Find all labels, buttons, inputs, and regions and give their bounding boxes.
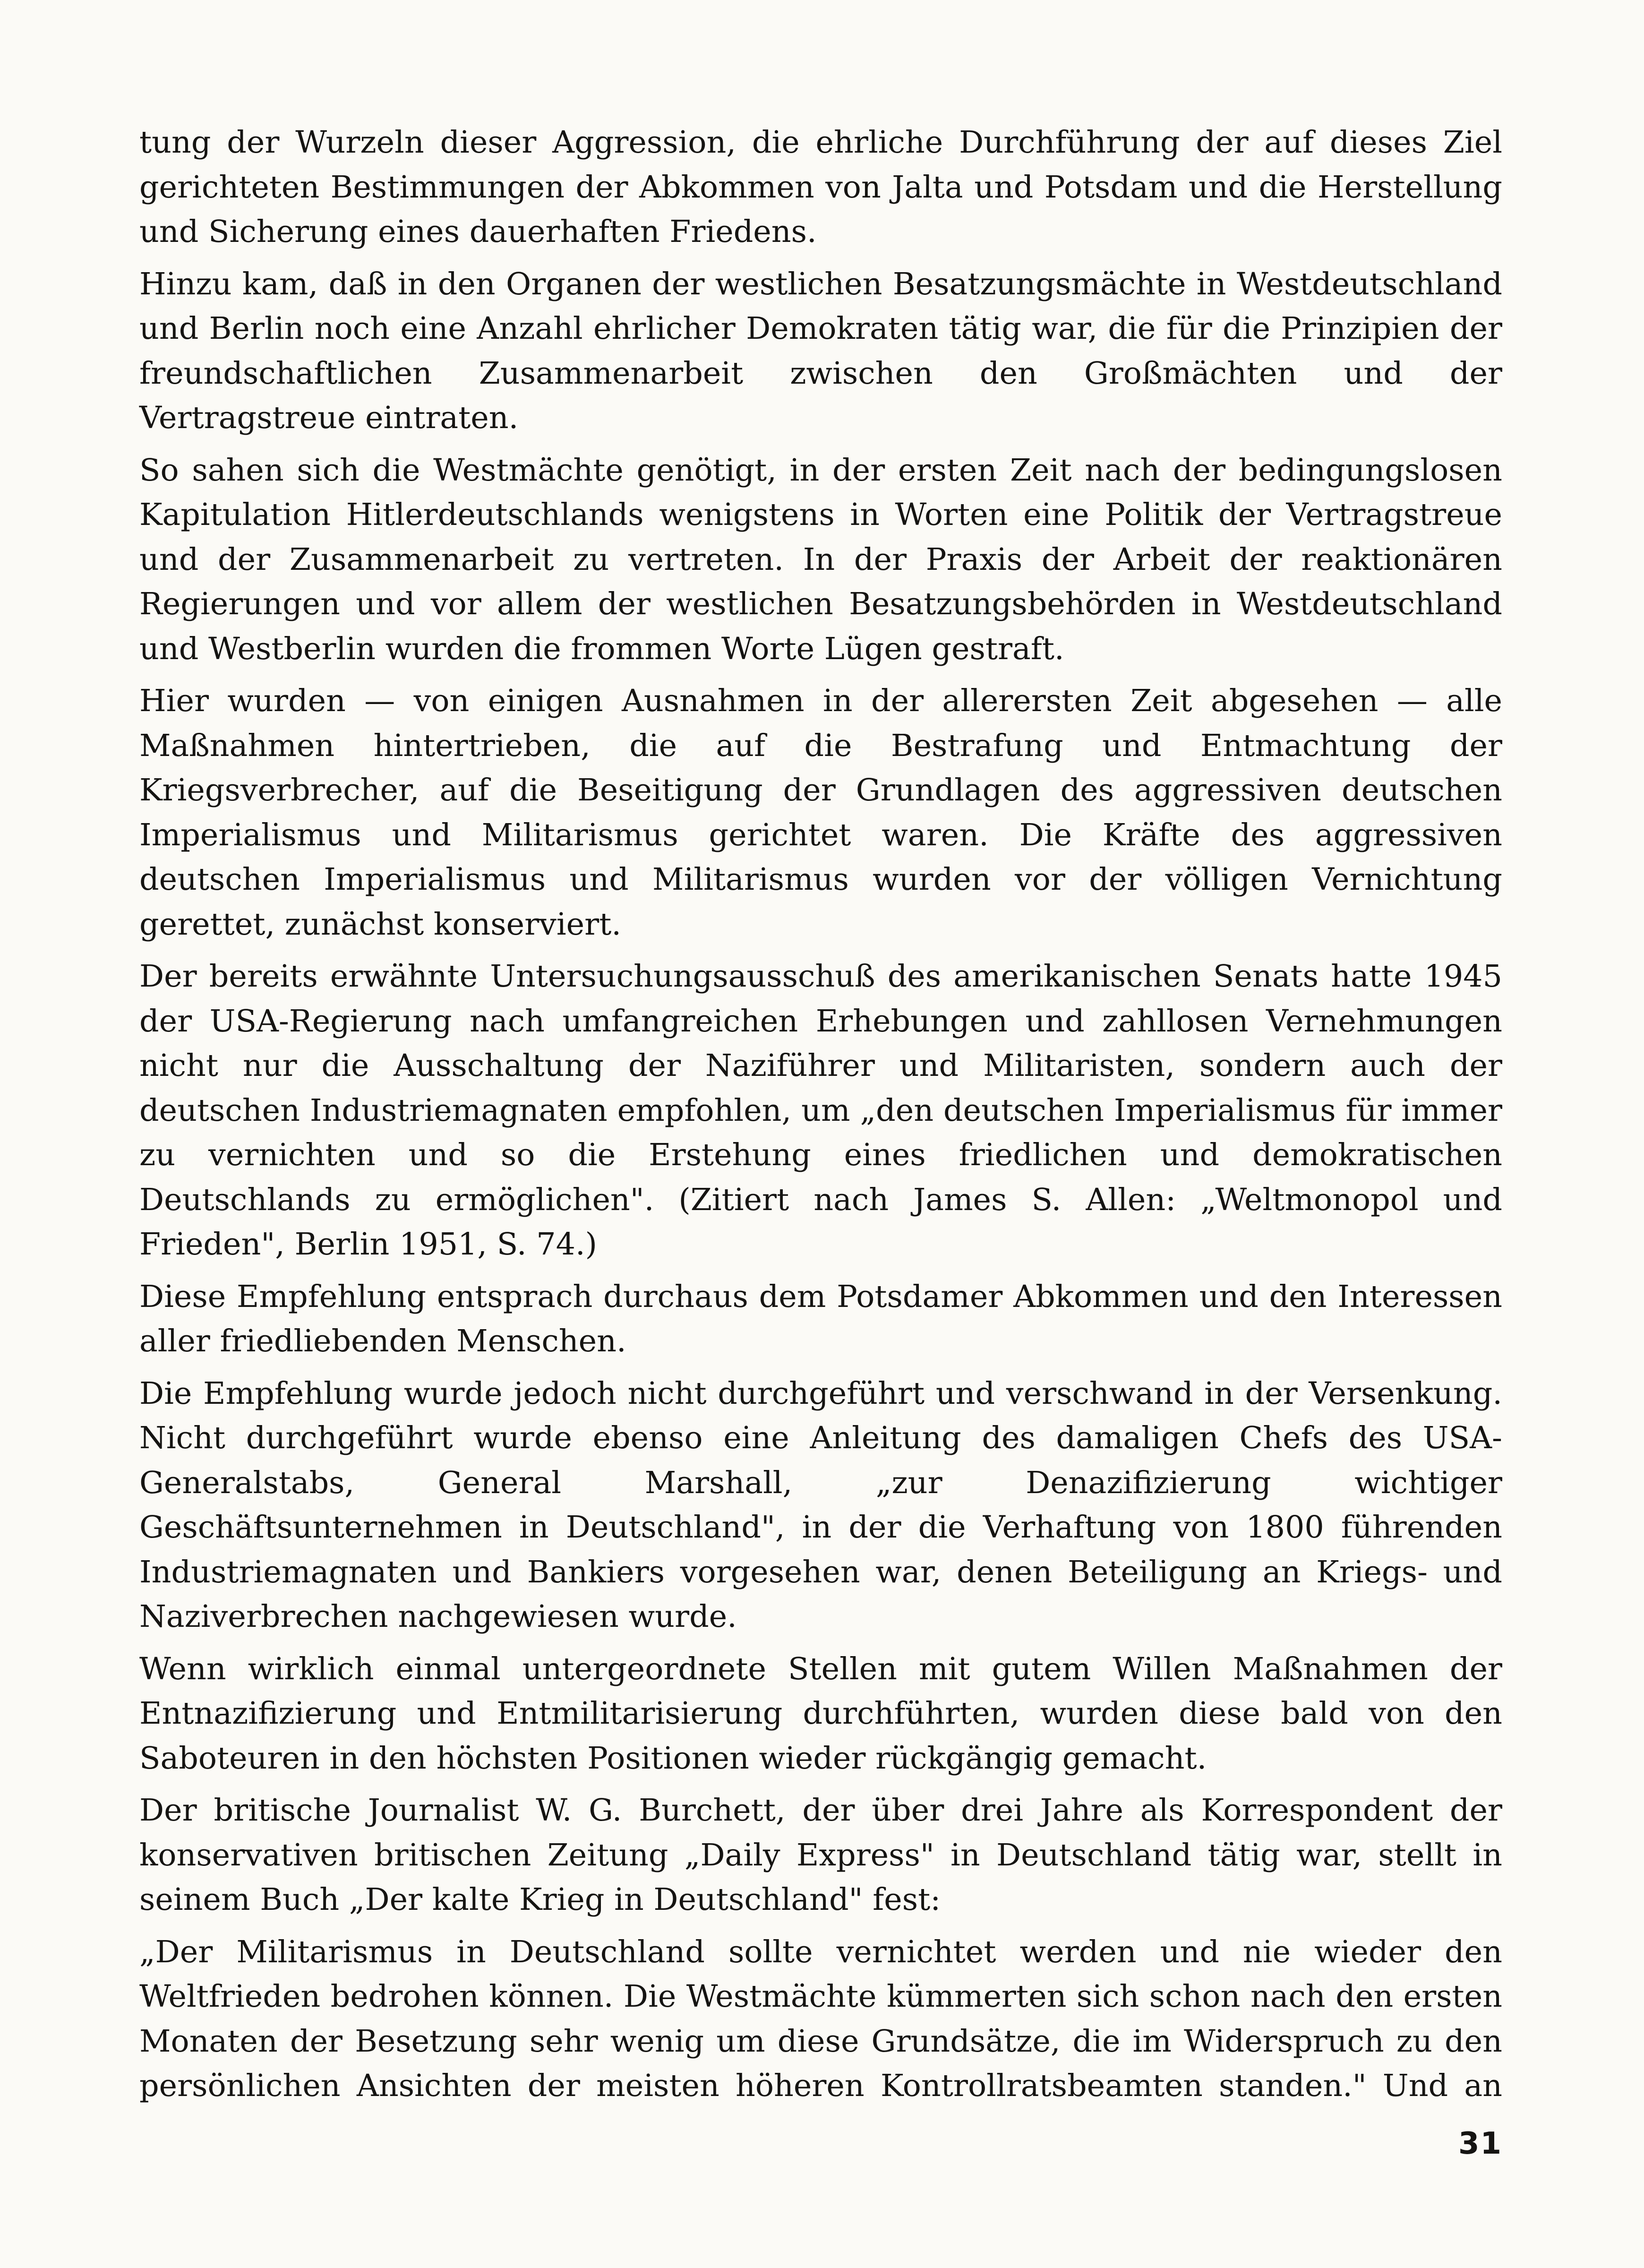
paragraph: So sahen sich die Westmächte genötigt, in der ersten Zeit nach der bedingungslosen Kapitulation Hitlerdeutschlands wenigstens in Worten eine Politik der Vertragstreue und der Zusammenarbeit zu vertreten. In der Praxis der Arbeit der reaktionären Regierungen und vor allem der westlichen Besatzungsbehörden in Westdeutschland und Westberlin wurden die frommen Worte Lügen gestraft.: [139, 452, 1502, 667]
paragraph: Der bereits erwähnte Untersuchungsausschuß des amerikanischen Senats hatte 1945 der USA-Regierung nach umfangreichen Erhebungen und zahllosen Vernehmungen nicht nur die Ausschaltung der Naziführer und Militaristen, sondern auch der deutschen Industriemagnaten empfohlen, um „den deutschen Imperialismus für immer zu vernichten und so die Erstehung eines friedlichen und demokratischen Deutschlands zu ermöglichen". (Zitiert nach James S. Allen: „Weltmonopol und Frieden", Berlin 1951, S. 74.): [139, 959, 1502, 1262]
page-number: 31: [1458, 2126, 1502, 2161]
paragraph: „Der Militarismus in Deutschland sollte vernichtet werden und nie wieder den Weltfrieden bedrohen können. Die Westmächte kümmerten sich schon nach den ersten Monaten der Besetzung sehr wenig um diese Grundsätze, die im Widerspruch zu den persönlichen Ansichten der meisten höheren Kontrollratsbeamten standen." Und an: [139, 1934, 1502, 2104]
paragraph: Hier wurden — von einigen Ausnahmen in der allerersten Zeit abgesehen — alle Maßnahmen hintertrieben, die auf die Bestrafung und Entmachtung der Kriegsverbrecher, auf die Beseitigung der Grundlagen des aggressiven deutschen Imperialismus und Militarismus gerichtet waren. Die Kräfte des aggressiven deutschen Imperialismus und Militarismus wurden vor der völligen Vernichtung gerettet, zunächst konserviert.: [139, 683, 1502, 942]
paragraph: Diese Empfehlung entsprach durchaus dem Potsdamer Abkommen und den Interessen aller friedliebenden Menschen.: [139, 1279, 1502, 1359]
paragraph: Der britische Journalist W. G. Burchett, der über drei Jahre als Korrespondent der konservativen britischen Zeitung „Daily Express" in Deutschland tätig war, stellt in seinem Buch „Der kalte Krieg in Deutschland" fest:: [139, 1793, 1502, 1917]
paragraph: Wenn wirklich einmal untergeordnete Stellen mit gutem Willen Maßnahmen der Entnazifizierung und Entmilitarisierung durchführten, wurden diese bald von den Saboteuren in den höchsten Positionen wieder rückgängig gemacht.: [139, 1651, 1502, 1776]
paragraph: Hinzu kam, daß in den Organen der westlichen Besatzungsmächte in Westdeutschland und Berlin noch eine Anzahl ehrlicher Demokraten tätig war, die für die Prinzipien der freundschaftlichen Zusammenarbeit zwischen den Großmächten und der Vertragstreue eintraten.: [139, 266, 1502, 436]
paragraph: Die Empfehlung wurde jedoch nicht durchgeführt und verschwand in der Versenkung. Nicht durchgeführt wurde ebenso eine Anleitung des damaligen Chefs des USA-Generalstabs, General Marshall, „zur Denazifizierung wichtiger Geschäftsunternehmen in Deutschland", in der die Verhaftung von 1800 führenden Industriemagnaten und Bankiers vorgesehen war, denen Beteiligung an Kriegs- und Naziverbrechen nachgewiesen wurde.: [139, 1375, 1502, 1634]
paragraph: tung der Wurzeln dieser Aggression, die ehrliche Durchführung der auf dieses Ziel gerichteten Bestimmungen der Abkommen von Jalta und Potsdam und die Herstellung und Sicherung eines dauerhaften Friedens.: [139, 125, 1502, 249]
page-body: [139, 120, 1502, 2152]
